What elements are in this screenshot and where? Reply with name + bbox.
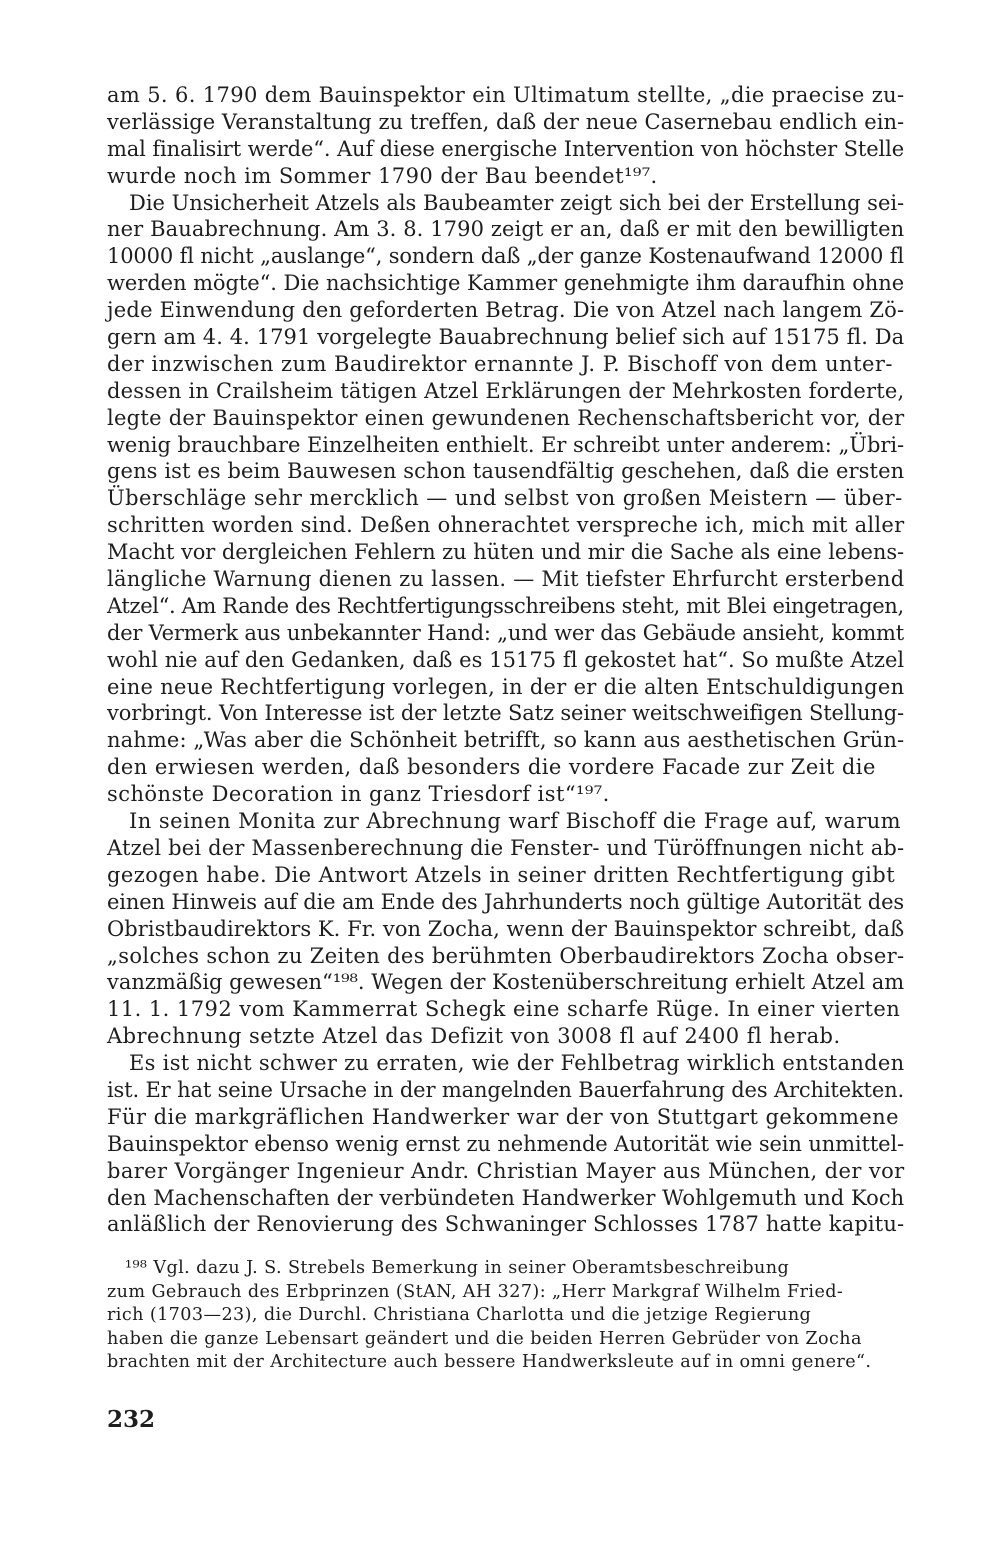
text-line: gern am 4. 4. 1791 vorgelegte Bauabrechnung belief sich auf 15175 fl. Da: [107, 325, 905, 350]
text-line: vanzmäßig gewesen“¹⁹⁸. Wegen der Kostenüberschreitung erhielt Atzel am: [107, 970, 905, 995]
text-line: barer Vorgänger Ingenieur Andr. Christian Mayer aus München, der vor: [107, 1158, 905, 1183]
text-line: wenig brauchbare Einzelheiten enthielt. Er schreibt unter anderem: „Übri-: [107, 432, 905, 457]
text-line: schritten worden sind. Deßen ohnerachtet verspreche ich, mich mit aller: [107, 513, 905, 538]
text-line: Überschläge sehr mercklich — und selbst von großen Meistern — über-: [107, 486, 903, 511]
text-line: verlässige Veranstaltung zu treffen, daß der neue Casernebau endlich ein-: [107, 109, 905, 134]
footnote-line: rich (1703—23), die Durchl. Christiana Charlotta und die jetzige Regierung: [107, 1305, 812, 1325]
text-line: ist. Er hat seine Ursache in der mangelnden Bauerfahrung des Architekten.: [107, 1077, 904, 1102]
text-line: Die Unsicherheit Atzels als Baubeamter zeigt sich bei der Erstellung sei-: [129, 190, 905, 215]
text-line: 11. 1. 1792 vom Kammerrat Schegk eine scharfe Rüge. In einer vierten: [107, 997, 901, 1022]
text-line: Obristbaudirektors K. Fr. von Zocha, wenn der Bauinspektor schreibt, daß: [107, 916, 905, 941]
text-line: werden mögte“. Die nachsichtige Kammer genehmigte ihm daraufhin ohne: [107, 271, 905, 296]
text-line: mal finalisirt werde“. Auf diese energische Intervention von höchster Stelle: [107, 136, 905, 161]
text-line: gens ist es beim Bauwesen schon tausendfältig geschehen, daß die ersten: [107, 459, 905, 484]
text-line: der inzwischen zum Baudirektor ernannte J. P. Bischoff von dem unter-: [107, 351, 893, 376]
text-line: Atzel“. Am Rande des Rechtfertigungsschreibens steht, mit Blei eingetragen,: [107, 593, 904, 618]
text-line: eine neue Rechtfertigung vorlegen, in der er die alten Entschuldigungen: [107, 674, 905, 699]
text-line: wurde noch im Sommer 1790 der Bau beendet¹⁹⁷.: [107, 163, 658, 188]
footnote-line: haben die ganze Lebensart geändert und die beiden Herren Gebrüder von Zocha: [107, 1328, 862, 1349]
text-line: anläßlich der Renovierung des Schwaninger Schlosses 1787 hatte kapitu-: [107, 1212, 905, 1237]
text-line: gezogen habe. Die Antwort Atzels in seiner dritten Rechtfertigung gibt: [107, 862, 896, 887]
text-line: jede Einwendung den geforderten Betrag. Die von Atzel nach langem Zö-: [107, 298, 905, 323]
footnote-line: ¹⁹⁸ Vgl. dazu J. S. Strebels Bemerkung in seiner Oberamtsbeschreibung: [125, 1258, 790, 1278]
text-line: 10000 fl nicht „auslange“, sondern daß „der ganze Kostenaufwand 12000 fl: [107, 244, 904, 269]
text-line: Für die markgräflichen Handwerker war der von Stuttgart gekommene: [107, 1104, 900, 1129]
text-line: dessen in Crailsheim tätigen Atzel Erklärungen der Mehrkosten forderte,: [107, 378, 905, 403]
text-line: legte der Bauinspektor einen gewundenen Rechenschaftsbericht vor, der: [107, 405, 905, 430]
page-number: 232: [107, 1406, 156, 1433]
text-line: In seinen Monita zur Abrechnung warf Bischoff die Frage auf, warum: [129, 809, 902, 834]
text-line: den Machenschaften der verbündeten Handwerker Wohlgemuth und Koch: [107, 1185, 905, 1210]
text-line: schönste Decoration in ganz Triesdorf ist“¹⁹⁷.: [107, 782, 610, 807]
footnote-line: brachten mit der Architecture auch bessere Handwerksleute auf in omni genere“.: [107, 1352, 872, 1372]
text-line: den erwiesen werden, daß besonders die vordere Facade zur Zeit die: [107, 755, 876, 780]
text-line: Atzel bei der Massenberechnung die Fenster- und Türöffnungen nicht ab-: [107, 835, 905, 860]
footnote: [107, 1257, 904, 1375]
text-line: einen Hinweis auf die am Ende des Jahrhunderts noch gültige Autorität des: [107, 889, 905, 914]
text-line: ner Bauabrechnung. Am 3. 8. 1790 zeigt er an, daß er mit den bewilligten: [107, 217, 905, 242]
text-line: vorbringt. Von Interesse ist der letzte Satz seiner weitschweifigen Stellung-: [107, 701, 905, 726]
text-line: Macht vor dergleichen Fehlern zu hüten und mir die Sache als eine lebens-: [107, 540, 905, 565]
text-line: am 5. 6. 1790 dem Bauinspektor ein Ultimatum stellte, „die praecise zu-: [107, 83, 905, 107]
text-line: Es ist nicht schwer zu erraten, wie der Fehlbetrag wirklich entstanden: [129, 1051, 905, 1076]
text-line: Abrechnung setzte Atzel das Defizit von 3008 fl auf 2400 fl herab.: [107, 1024, 841, 1049]
footnote-line: zum Gebrauch des Erbprinzen (StAN, AH 327): „Herr Markgraf Wilhelm Fried-: [107, 1281, 844, 1302]
text-line: „solches schon zu Zeiten des berühmten Oberbaudirektors Zocha obser-: [107, 943, 905, 968]
text-line: nahme: „Was aber die Schönheit betrifft, so kann aus aesthetischen Grün-: [107, 728, 905, 753]
text-line: längliche Warnung dienen zu lassen. — Mit tiefster Ehrfurcht ersterbend: [107, 567, 905, 592]
text-line: der Vermerk aus unbekannter Hand: „und wer das Gebäude ansieht, kommt: [107, 620, 904, 645]
body-text: [107, 82, 904, 1238]
text-line: Bauinspektor ebenso wenig ernst zu nehmende Autorität wie sein unmittel-: [107, 1131, 905, 1156]
text-line: wohl nie auf den Gedanken, daß es 15175 fl gekostet hat“. So mußte Atzel: [107, 647, 905, 672]
